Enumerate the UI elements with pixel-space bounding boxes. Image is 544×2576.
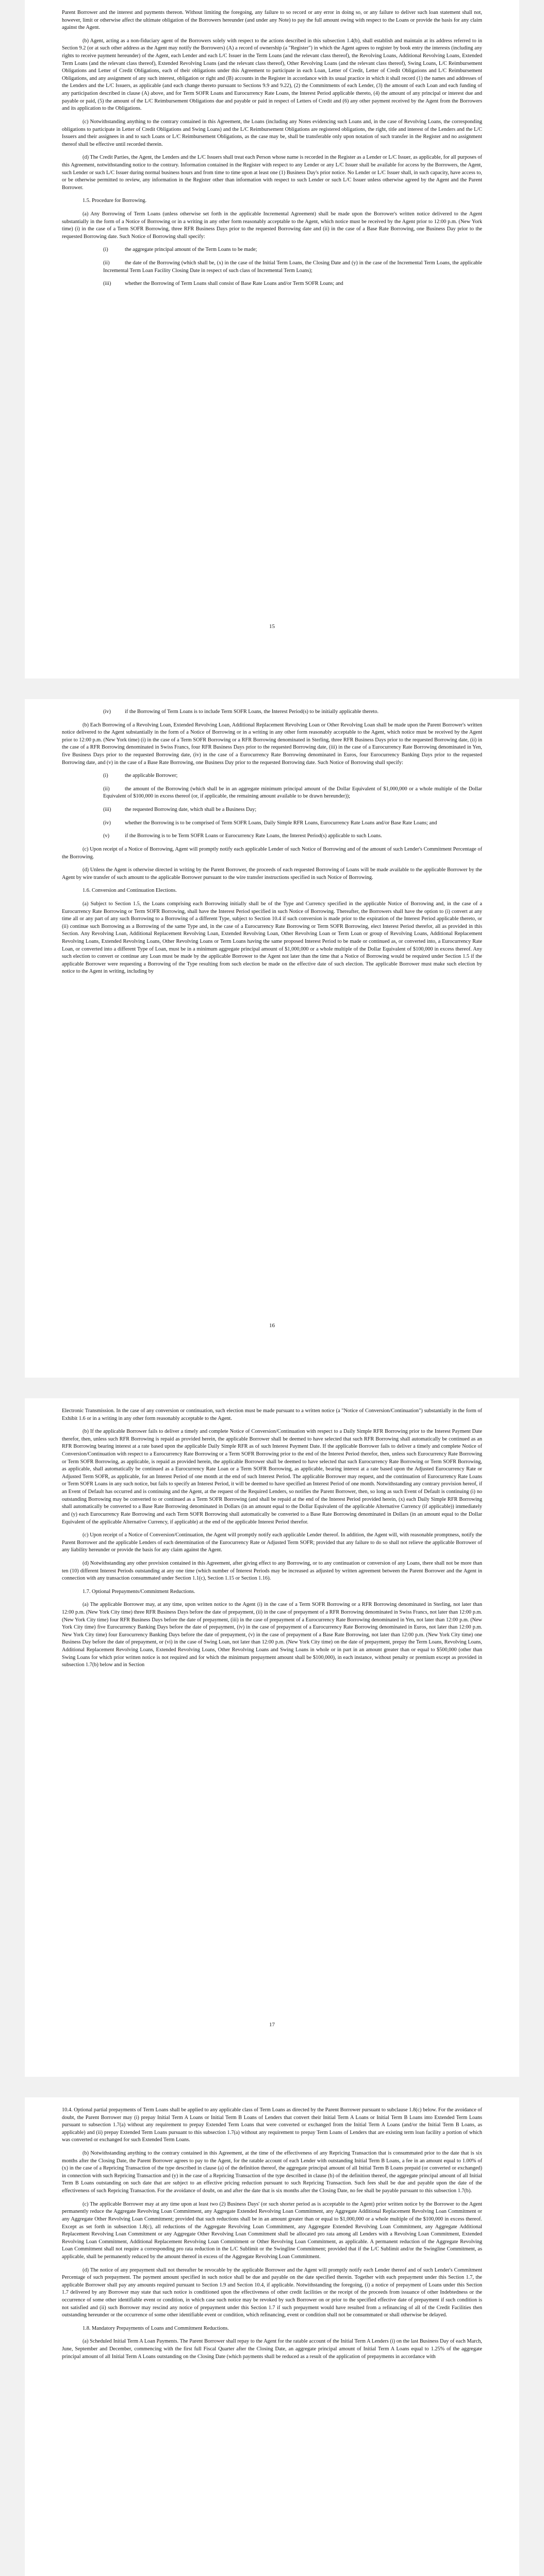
list-item: [103, 806, 482, 814]
paragraph-1-5-a: (a) Any Borrowing of Term Loans (unless otherwise set forth in the applicable Incremental Agreement) shall be made upon the Borrower's written notice delivered to the Agent substantially in the form of a Notice of Borrowing or in a writing in any other form reasonably acceptable to the Agent, which notice must be received by the Agent prior to 12:00 p.m. (New York time) (i) in the case of a Term SOFR Borrowing, three RFR Business Days prior to the requested Borrowing date and (ii) in the case of a Base Rate Borrowing, one Business Day prior to the requested Borrowing date. Such Notice of Borrowing shall specify:: [62, 211, 482, 240]
item-label: (ii): [103, 260, 110, 266]
paragraph: (a) Scheduled Initial Term A Loan Payments. The Parent Borrower shall repay to the Agent for the ratable account of the Initial Term A Lenders (i) on the last Business Day of each March, June, September and December, commencing with the first full Fiscal Quarter after the Closing Date, an aggregate principal amount of Initial Term A Loans equal to 1.25% of the aggregate principal amount of all Initial Term A Loans outstanding on the Closing Date (which payments shall be reduced as a result of the application of prepayments in accordance with: [62, 2338, 482, 2360]
page-15: [25, 0, 519, 679]
item-label: (i): [103, 773, 108, 779]
section-heading: 1.7. Optional Prepayments/Commitment Reductions.: [83, 1588, 195, 1595]
page-number: 17: [269, 2022, 275, 2028]
item-label: (iv): [103, 820, 111, 826]
page-16: [25, 699, 519, 1378]
paragraph: (b) Notwithstanding anything to the contrary contained in this Agreement, at the time of the effectiveness of any Repricing Transaction that is consummated prior to the date that is six months after the Closing Date, the Parent Borrower agrees to pay to the Agent, for the ratable account of each Lender with outstanding Initial Term B Loans, a fee in an amount equal to 1.00% of (x) in the case of a Repricing Transaction of the type described in clause (a) of the definition thereof, the aggregate principal amount of all Initial Term B Loans prepaid (or converted or exchanged) in connection with such Repricing Transaction and (y) in the case of a Repricing Transaction of the type described in clause (b) of the definition thereof, the aggregate principal amount of all Initial Term B Loans outstanding on such date that are subject to an effective pricing reduction pursuant to such Repricing Transaction. Such fees shall be due and payable upon the date of the effectiveness of such Repricing Transaction. For the avoidance of doubt, on and after the date that is six months after the Closing Date, no fee shall be payable pursuant to this subsection 1.7(b).: [62, 2150, 482, 2194]
item-text: the aggregate principal amount of the Term Loans to be made;: [125, 247, 257, 253]
paragraph: (b) Each Borrowing of a Revolving Loan, Extended Revolving Loan, Additional Replacement Revolving Loan or Other Revolving Loan shall be made upon the Parent Borrower's written notice delivered to the Agent substantially in the form of a Notice of Borrowing or in a writing in any other form reasonably acceptable to the Agent, which notice must be received by the Agent prior to 12:00 p.m. (New York time) (i) in the case of a Term SOFR Borrowing or a RFR Borrowing denominated in Sterling, three RFR Business Days prior to the requested Borrowing date, (ii) in the case of a RFR Borrowing denominated in Swiss Francs, four RFR Business Days prior to the requested Borrowing date, (iii) in the case of a Eurocurrency Rate Borrowing denominated in Yen, five Business Days prior to the requested Borrowing date, (iv) in the case of a Eurocurrency Rate Borrowing denominated in Euros, four Eurocurrency Banking Days prior to the requested Borrowing date, and (v) in the case of a Base Rate Borrowing, one Business Day prior to the requested Borrowing date. Such Notice of Borrowing shall specify:: [62, 722, 482, 766]
paragraph-1-4-b: (b) Agent, acting as a non-fiduciary agent of the Borrowers solely with respect to the actions described in this subsection 1.4(b), shall establish and maintain at its address referred to in Section 9.2 (or at such other address as the Agent may notify the Borrowers) (A) a record of ownership (a "Register") in which the Agent agrees to register by book entry the interests (including any rights to receive payment hereunder) of the Agent, each Lender and each L/C Issuer in the Term Loans (and the relevant class thereof), the Revolving Loans, Additional Revolving Loans, Extended Term Loans (and the relevant class thereof), Extended Revolving Loans (and the relevant class thereof), Other Revolving Loans (and the relevant class thereof), Swing Loans, L/C Reimbursement Obligations and Letter of Credit Obligations, each of their obligations under this Agreement to participate in each Loan, Letter of Credit, Letter of Credit Obligations and L/C Reimbursement Obligations, and any assignment of any such interest, obligation or right and (B) accounts in the Register in accordance with its usual practice in which it shall record (1) the names and addresses of the Lenders and the L/C Issuers, as applicable (and each change thereto pursuant to Sections 9.9 and 9.22), (2) the Commitments of each Lender, (3) the amount of each Loan and each funding of any participation described in clause (A) above, and for Term SOFR Loans and Eurocurrency Rate Loans, the Interest Period applicable thereto, (4) the amount of any principal or interest due and payable or paid, (5) the amount of the L/C Reimbursement Obligations due and payable or paid in respect of Letters of Credit and (6) any other payment received by the Agent from the Borrowers and its application to the Obligations.: [62, 38, 482, 112]
paragraph: (a) Subject to Section 1.5, the Loans comprising each Borrowing initially shall be of the Type and Currency specified in the applicable Notice of Borrowing and, in the case of a Eurocurrency Rate Borrowing or Term SOFR Borrowing, shall have the Interest Period specified in such Notice of Borrowing. Thereafter, the Borrowers shall have the option to (i) convert at any time all or any part of any such Borrowing to a Borrowing of a different Type, subject to Section 10.4 if such conversion is made prior to the expiration of the Interest Period applicable thereto, or (ii) continue such Borrowing as a Borrowing of the same Type and, in the case of a Eurocurrency Rate Borrowing or Term SOFR Borrowing, elect Interest Period therefor, all as provided in this Section. Any Revolving Loan, Additional Replacement Revolving Loan, Extended Revolving Loan, Other Revolving Loan or Term Loan or group of Revolving Loans, Additional Replacement Revolving Loans, Extended Revolving Loans, Other Revolving Loans or Term Loans having the same proposed Interest Period to be made or continued as, or converted into, a Eurocurrency Rate Loan, or converted into a different Type of Loan, must be in a minimum aggregate principal amount of $1,000,000 or a whole multiple of the Dollar Equivalent of $100,000 in excess thereof. Any such election to convert or continue any Loan must be made by the applicable Borrower to the Agent not later than the time that a Notice of Borrowing would be required under Section 1.5 if the applicable Borrower were requesting a Borrowing of the Type resulting from such election be made on the effective date of such election. The applicable Borrower must make such election by notice to the Agent in writing, including by: [62, 901, 482, 975]
list-item: [103, 708, 482, 716]
page-number: 16: [269, 1323, 275, 1329]
paragraph: Electronic Transmission. In the case of any conversion or continuation, such election must be made pursuant to a written notice (a "Notice of Conversion/Continuation") substantially in the form of Exhibit 1.6 or in a writing in any other form reasonably acceptable to the Agent.: [62, 1408, 482, 1421]
list-item: [103, 260, 482, 275]
paragraph: (b) If the applicable Borrower fails to deliver a timely and complete Notice of Conversion/Continuation with respect to a Daily Simple RFR Borrowing prior to the Interest Payment Date therefor, then, unless such RFR Borrowing is repaid as provided herein, the applicable Borrower shall be deemed to have selected that such RFR Borrowing shall automatically be continued as an RFR Borrowing bearing interest at a rate based upon the applicable Daily Simple RFR as of such Interest Payment Date. If the applicable Borrower fails to deliver a timely and complete Notice of Conversion/Continuation with respect to a Eurocurrency Rate Borrowing or a Term SOFR Borrowing prior to the end of the Interest Period therefor, then, unless such Eurocurrency Rate Borrowing or Term SOFR Borrowing, as applicable, is repaid as provided herein, the applicable Borrower shall be deemed to have selected that such Eurocurrency Rate Borrowing or Term SOFR Borrowing, as applicable, shall automatically be continued as a Eurocurrency Rate Loan or a Term SOFR Borrowing, as applicable, bearing interest at a rate based upon the Adjusted Eurocurrency Rate or Adjusted Term SOFR, as applicable, for an Interest Period of one month at the end of such Interest Period. The applicable Borrower may request, and the continuation of Eurocurrency Rate Loans or Term SOFR Loans in any such notice, but fails to specify an Interest Period, it will be deemed to have specified an Interest Period of one month. Notwithstanding any contrary provision hereof, if an Event of Default has occurred and is continuing and the Agent, at the request of the Required Lenders, so notifies the Parent Borrower, then, so long as such Event of Default is continuing (i) no outstanding Borrowing may be converted to or continued as a Term SOFR Borrowing (and shall be repaid at the end of the Interest Period provided herein, (x) each Daily Simple RFR Borrowing shall automatically be converted to a Base Rate Borrowing denominated in Dollars (in an amount equal to the Dollar Equivalent of the applicable Alternative Currency (if applicable)) immediately and (y) each Eurocurrency Rate Borrowing and each Term SOFR Borrowing shall automatically be converted to a Base Rate Borrowing denominated in Dollars (in an amount equal to the Dollar Equivalent of the applicable Alternative Currency, if applicable) at the end of the applicable Interest Period therefor.: [62, 1429, 482, 1525]
paragraph: (c) Upon receipt of a Notice of Conversion/Continuation, the Agent will promptly notify each applicable Lender thereof. In addition, the Agent will, with reasonable promptness, notify the Parent Borrower and the applicable Lenders of each determination of the Eurocurrency Rate or Adjusted Term SOFR; provided that any failure to do so shall not relieve the applicable Borrower of any liability hereunder or provide the basis for any claim against the Agent.: [62, 1532, 482, 1553]
paragraph: (c) Upon receipt of a Notice of Borrowing, Agent will promptly notify each applicable Lender of such Notice of Borrowing and of the amount of such Lender's Commitment Percentage of the Borrowing.: [62, 846, 482, 860]
paragraph: (c) The applicable Borrower may at any time upon at least two (2) Business Days' (or such shorter period as is acceptable to the Agent) prior written notice by the Borrower to the Agent permanently reduce the Aggregate Revolving Loan Commitment, any Aggregate Extended Revolving Loan Commitment, any Aggregate Additional Replacement Revolving Loan Commitment or any Aggregate Other Revolving Loan Commitment; provided that such reductions shall be in an amount greater than or equal to $1,000,000 or a whole multiple of the $100,000 in excess thereof. Except as set forth in subsection 1.8(c), all reductions of the Aggregate Revolving Loan Commitment, any Aggregate Extended Revolving Loan Commitment, any Aggregate Additional Replacement Revolving Loan Commitment or any Aggregate Other Revolving Loan Commitment shall be allocated pro rata among all Lenders with a Revolving Loan Commitment, Extended Revolving Loan Commitment, Additional Replacement Revolving Loan Commitment or Other Revolving Loan Commitment, as applicable. A permanent reduction of the Aggregate Revolving Loan Commitment shall not require a corresponding pro rata reduction in the L/C Sublimit or the Swingline Commitment; provided that if the L/C Sublimit and/or the Swingline Commitment, as applicable, shall be permanently reduced by the amount thereof in excess of the Aggregate Revolving Loan Commitment.: [62, 2201, 482, 2260]
paragraph: (d) Notwithstanding any other provision contained in this Agreement, after giving effect to any Borrowing, or to any continuation or conversion of any Loans, there shall not be more than ten (10) different Interest Periods outstanding at any one time (which number of Interest Periods may be increased as adjusted by written agreement between the Parent Borrower and the Agent in connection with any transaction consummated under Section 1.1(c), Section 1.15 or Section 1.16).: [62, 1560, 482, 1582]
item-text: whether the Borrowing is to be comprised of Term SOFR Loans, Daily Simple RFR Loans, Eurocurrency Rate Loans and/or Base Rate Loans; and: [125, 820, 437, 826]
list-item: [103, 833, 482, 840]
list-item: [103, 246, 482, 254]
paragraph: Parent Borrower and the interest and payments thereon. Without limiting the foregoing, any failure to so record or any error in doing so, or any failure to deliver such loan statement shall not, however, limit or otherwise affect the ultimate obligation of the Borrowers hereunder (and under any Note) to pay the full amount owing with respect to the Loans or provide the basis for any claim against the Agent.: [62, 10, 482, 31]
item-text: the amount of the Borrowing (which shall be in an aggregate minimum principal amount of the Dollar Equivalent of $1,000,000 or a whole multiple of the Dollar Equivalent of $100,000 in excess thereof (or, if applicable, the remaining amount available to be drawn hereunder));: [103, 786, 482, 800]
page-17: [25, 1398, 519, 2077]
paragraph: (d) Unless the Agent is otherwise directed in writing by the Parent Borrower, the proceeds of each requested Borrowing of Loans will be made available to the applicable Borrower by the Agent by wire transfer of such amount to the applicable Borrower pursuant to the wire transfer instructions specified in such Notice of Borrowing.: [62, 867, 482, 880]
page-number: 15: [269, 623, 275, 630]
item-text: whether the Borrowing of Term Loans shall consist of Base Rate Loans and/or Term SOFR Loans; and: [125, 281, 343, 287]
page-content: [62, 708, 482, 976]
paragraph: 10.4. Optional partial prepayments of Term Loans shall be applied to any applicable class of Term Loans as directed by the Parent Borrower pursuant to subclause 1.8(c) below. For the avoidance of doubt, the Parent Borrower may (i) prepay Initial Term A Loans or Initial Term B Loans of Lenders that convert their Initial Term A Loans or Initial Term B Loans into Extended Term Loans pursuant to subsection 1.7(a) without any requirement to prepay Extended Term Loans that were converted or exchanged from the Initial Term A Loans (and/or the Initial Term B Loans, as applicable) and (ii) prepay Extended Term Loans pursuant to this subsection 1.7(a) without any requirement to prepay Term Loans of Lenders that are existing term loan facility a portion of which was converted or exchanged for such Extended Term Loans.: [62, 2107, 482, 2143]
item-text: if the Borrowing of Term Loans is to include Term SOFR Loans, the Interest Period(s) to be initially applicable thereto.: [125, 709, 379, 715]
item-label: (iii): [103, 807, 111, 813]
item-label: (i): [103, 247, 108, 253]
section-heading-1-5: 1.5. Procedure for Borrowing.: [83, 198, 147, 204]
item-text: the requested Borrowing date, which shall be a Business Day;: [125, 807, 257, 813]
paragraph: (a) The applicable Borrower may, at any time, upon written notice to the Agent (i) in the case of a Term SOFR Borrowing or a RFR Borrowing denominated in Sterling, not later than 12:00 p.m. (New York City time) three RFR Business Days before the date of prepayment, (ii) in the case of prepayment of a RFR Borrowing denominated in Swiss Francs, not later than 12:00 p.m. (New York City time) four RFR Business Days before the date of prepayment, (iii) in the case of prepayment of a Eurocurrency Rate Borrowing denominated in Yen, not later than 12:00 p.m. (New York City time) five Eurocurrency Banking Days before the date of prepayment, (iv) in the case of prepayment of a Eurocurrency Rate Borrowing denominated in Euros, not later than 12:00 p.m. New York City time) four Eurocurrency Banking Days before the date of prepayment, (v) in the case of prepayment of a Base Rate Borrowing, not later than 12:00 p.m. (New York City time) one Business Day before the date of prepayment, or (vi) in the case of Swing Loan, not later than 12:00 p.m. (New York City time) on the date of prepayment, prepay the Term Loans, Revolving Loans, Additional Replacement Revolving Loans, Extended Revolving Loans, Other Revolving Loans and Swing Loans in whole or in part in an amount greater than or equal to $500,000 (other than Swing Loans for which prior written notice is not required and for which the minimum prepayment amount shall be $100,000), in each instance, without penalty or premium except as provided in subsection 1.7(b) below and in Section: [62, 1602, 482, 1668]
item-text: the date of the Borrowing (which shall be, (x) in the case of the Initial Term Loans, the Closing Date and (y) in the case of the Incremental Term Loans, the applicable Incremental Term Loan Facility Closing Date in respect of such class of Incremental Term Loans);: [103, 260, 482, 274]
item-text: if the Borrowing is to be Term SOFR Loans or Eurocurrency Rate Loans, the Interest Period(s) applicable to such Loans.: [125, 833, 382, 839]
item-text: the applicable Borrower;: [125, 773, 178, 779]
paragraph-1-4-c: (c) Notwithstanding anything to the contrary contained in this Agreement, the Loans (including any Notes evidencing such Loans and, in the case of Revolving Loans, the corresponding obligations to participate in Letter of Credit Obligations and Swing Loans) and the L/C Reimbursement Obligations are registered obligations, the right, title and interest of the Lenders and the L/C Issuers and their assignees in and to such Loans or L/C Reimbursement Obligations, as the case may be, shall be transferable only upon notation of such transfer in the Register and no assignment thereof shall be effective until recorded therein.: [62, 118, 482, 147]
item-label: (iii): [103, 281, 111, 287]
list-item: [103, 820, 482, 827]
section-heading: 1.8. Mandatory Prepayments of Loans and Commitment Reductions.: [83, 2325, 229, 2331]
list-item: [103, 772, 482, 780]
item-label: (iv): [103, 709, 111, 715]
list-item: [103, 280, 482, 288]
paragraph-1-4-d: (d) The Credit Parties, the Agent, the Lenders and the L/C Issuers shall treat each Person whose name is recorded in the Register as a Lender or L/C Issuer, as applicable, for all purposes of this Agreement, notwithstanding notice to the contrary. Information contained in the Register with respect to any Lender or any L/C Issuer shall be available for access by the Borrowers, the Agent, such Lender or such L/C Issuer during normal business hours and from time to time upon at least one (1) Business Day's prior notice. No Lender or L/C Issuer shall, in such capacity, have access to, or be otherwise permitted to review, any information in the Register other than information with respect to such Lender or such L/C Issuer unless otherwise agreed by the Agent and the Parent Borrower.: [62, 155, 482, 191]
page-content: [62, 1408, 482, 1669]
page-content: [62, 2107, 482, 2361]
item-label: (ii): [103, 786, 110, 792]
list-item: [103, 786, 482, 801]
paragraph: (d) The notice of any prepayment shall not thereafter be revocable by the applicable Borrower and the Agent will promptly notify each Lender thereof and of such Lender's Commitment Percentage of such prepayment. The payment amount specified in such notice shall be due and payable on the date specified therein. Together with each prepayment under this Section 1.7, the applicable Borrower shall pay any amounts required pursuant to Section 1.9 and Section 10.4, if applicable. Notwithstanding the foregoing, (i) a notice of prepayment of Loans under this Section 1.7 delivered by any Borrower may state that such notice is conditioned upon the effectiveness of other credit facilities or the receipt of the proceeds from issuance of other Indebtedness or the occurrence of some other identifiable event or condition, in which case such notice may be revoked by such Borrower on or prior to the specified effective date of prepayment if such condition is not satisfied and (ii) such Borrower may rescind any notice of prepayment under this Section 1.7 if such prepayment would have resulted from a refinancing of all of the Credit Facilities then outstanding hereunder or the occurrence of some other identifiable event or condition, which refinancing, event or condition shall not be consummated or shall otherwise be delayed.: [62, 2267, 482, 2318]
page-18: [25, 2097, 519, 2576]
section-heading: 1.6. Conversion and Continuation Elections.: [83, 888, 177, 894]
item-label: (v): [103, 833, 110, 839]
